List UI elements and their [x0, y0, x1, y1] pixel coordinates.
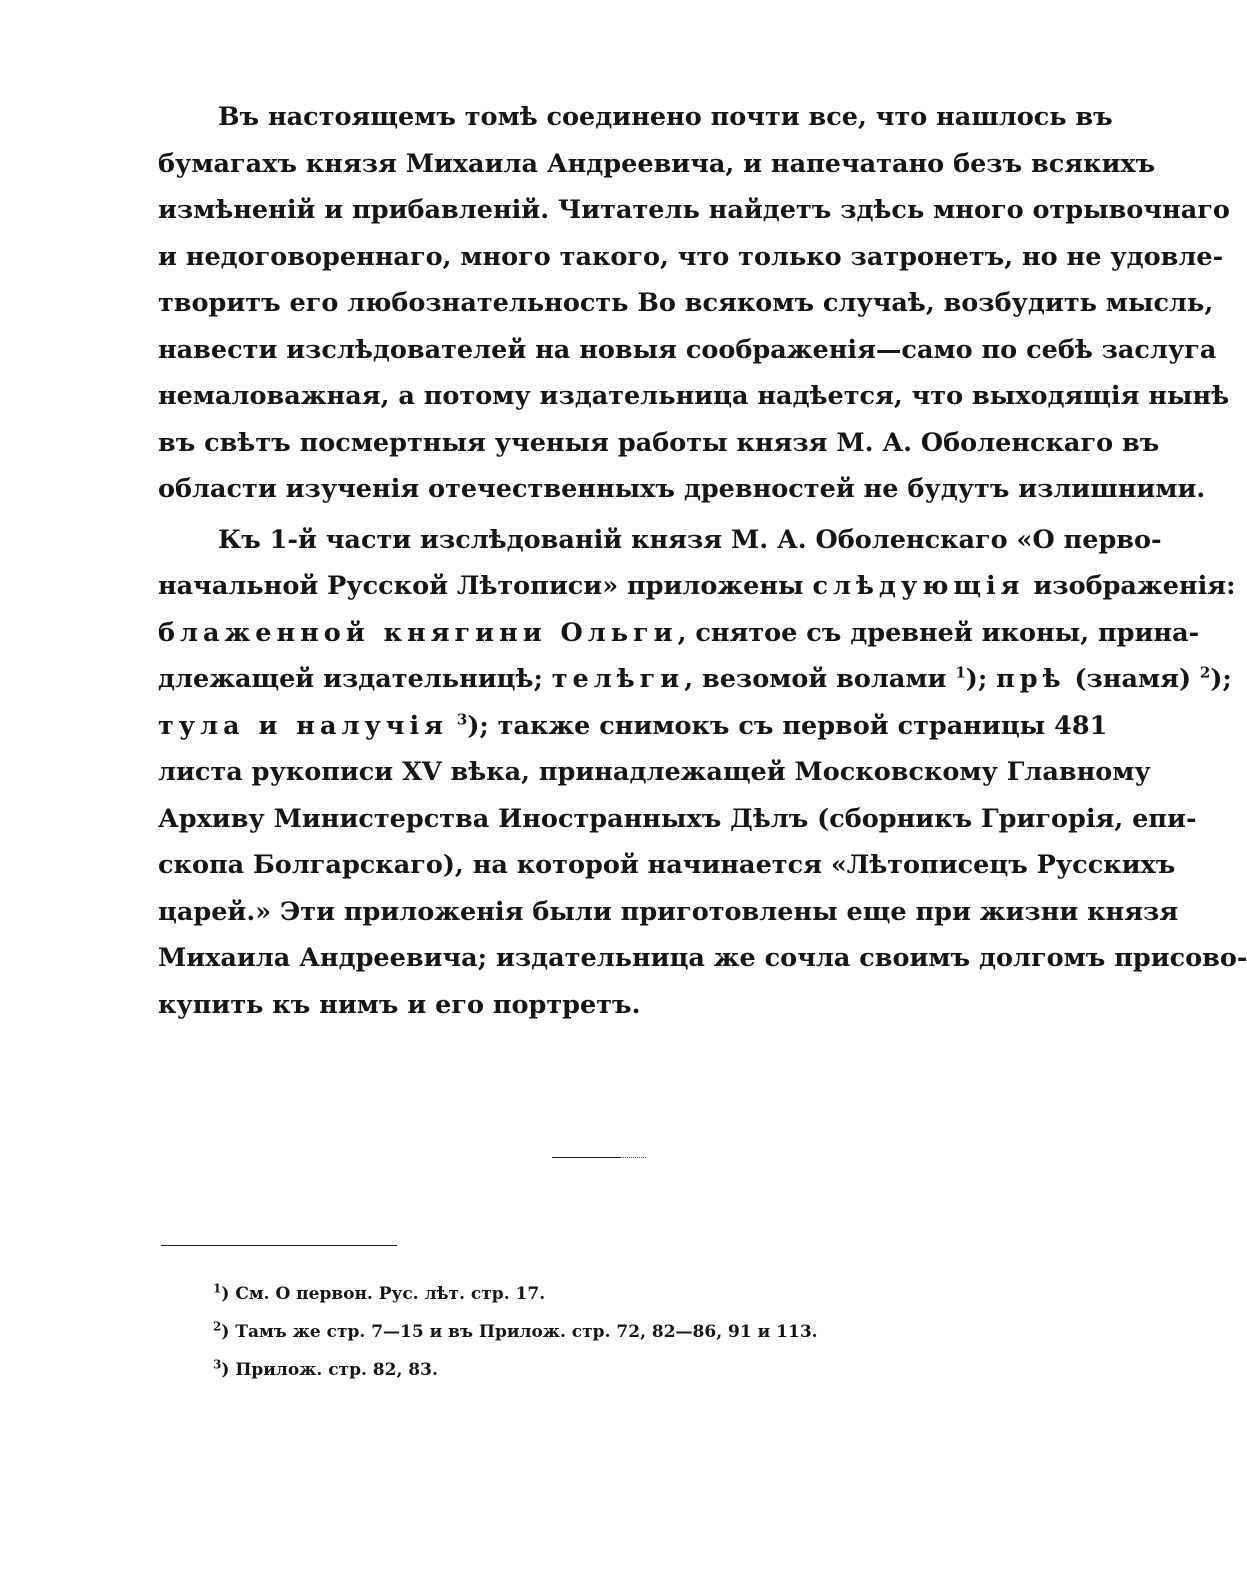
paragraph — [158, 517, 1247, 1029]
footnote — [213, 1275, 973, 1313]
text-line — [158, 842, 1176, 889]
text-segment: ); — [965, 664, 997, 694]
text-segment: навести изслѣдователей на новыя соображенія—само по себѣ заслуга — [158, 334, 1217, 365]
emphasized-text: телѣги — [551, 664, 685, 694]
text-segment: ); — [1210, 664, 1232, 694]
text-segment: Въ настоящемъ томѣ соединено почти все, что нашлось въ — [218, 102, 1113, 132]
text-line — [158, 935, 1247, 982]
text-segment: начальной Русской Лѣтописи» приложены — [158, 571, 813, 601]
body-text — [158, 94, 1247, 1028]
text-segment — [448, 711, 457, 741]
text-line — [158, 656, 1232, 703]
emphasized-text: тула и налучія — [158, 710, 448, 741]
footnote-number: 2 — [213, 1319, 222, 1334]
footnote-marker: 2 — [1199, 663, 1211, 682]
text-segment: Архиву Министерства Иностранныхъ Дѣлъ (сборникъ Григорія, епи- — [158, 803, 1197, 834]
footnote-number: 1 — [213, 1281, 222, 1296]
section-separator-dots — [620, 1157, 646, 1158]
text-line — [158, 187, 1230, 234]
text-line — [158, 796, 1197, 843]
text-segment: области изученія отечественныхъ древностей не будутъ излишними. — [158, 474, 1206, 504]
text-segment: бумагахъ князя Михаила Андреевича, и напечатано безъ всякихъ — [158, 148, 1156, 179]
footnote-text: ) Прилож. стр. 82, 83. — [221, 1360, 438, 1380]
text-line — [158, 889, 1179, 936]
footnote-text: ) Тамъ же стр. 7—15 и въ Прилож. стр. 72, 82—86, 91 и 113. — [221, 1322, 818, 1342]
text-segment: измѣненій и прибавленій. Читатель найдетъ здѣсь много отрывочнаго — [158, 195, 1230, 225]
text-segment: скопа Болгарскаго), на которой начинается «Лѣтописецъ Русскихъ — [158, 850, 1176, 880]
text-line — [158, 703, 1108, 750]
text-segment: Къ 1-й части изслѣдованій князя М. А. Оболенскаго «О перво- — [218, 524, 1162, 555]
footnotes — [213, 1275, 973, 1389]
text-segment: Михаила Андреевича; издательница же сочла своимъ долгомъ присово- — [158, 943, 1247, 973]
text-segment: (знамя) — [1065, 664, 1200, 694]
section-separator-line — [552, 1157, 620, 1158]
text-segment: немаловажная, а потому издательница надѣется, что выходящія нынѣ — [158, 381, 1230, 411]
footnote-rule — [161, 1245, 397, 1246]
text-segment: творитъ его любознательность Во всякомъ случаѣ, возбудить мысль, — [158, 288, 1214, 318]
text-segment: , везомой волами — [684, 664, 956, 694]
text-line — [158, 466, 1206, 513]
text-line — [158, 749, 1151, 796]
text-line — [158, 982, 1020, 1029]
text-line — [158, 94, 1113, 141]
text-line — [158, 234, 1224, 281]
text-line — [158, 563, 1236, 610]
text-line — [158, 373, 1230, 420]
paragraph — [158, 94, 1230, 513]
footnote-marker: 3 — [456, 710, 468, 728]
text-segment: въ свѣтъ посмертныя ученыя работы князя М. А. Оболенскаго въ — [158, 427, 1160, 458]
footnote-text: ) См. О первон. Рус. лѣт. стр. 17. — [221, 1284, 546, 1304]
text-segment: , снятое съ древней иконы, прина- — [677, 617, 1200, 648]
emphasized-text: прѣ — [996, 664, 1066, 694]
text-segment: изображенія: — [1024, 571, 1236, 601]
text-line — [158, 420, 1160, 467]
text-segment: купить къ нимъ и его портретъ. — [158, 989, 641, 1020]
text-segment: листа рукописи XV вѣка, принадлежащей Московскому Главному — [158, 757, 1151, 787]
footnote — [213, 1313, 973, 1351]
footnote-marker: 1 — [955, 663, 966, 682]
text-segment: ); также снимокъ съ первой страницы 481 — [467, 710, 1108, 741]
text-line — [158, 141, 1156, 188]
text-segment: царей.» Эти приложенія были приготовлены еще при жизни князя — [158, 896, 1179, 927]
text-line — [158, 280, 1214, 327]
footnote — [213, 1351, 973, 1389]
text-line — [158, 610, 1200, 657]
text-segment: длежащей издательницѣ; — [158, 664, 552, 694]
emphasized-text: блаженной княгини Ольги — [158, 617, 678, 648]
text-line — [158, 517, 1162, 564]
emphasized-text: слѣдующія — [812, 571, 1025, 601]
footnote-number: 3 — [213, 1357, 222, 1372]
text-segment: и недоговореннаго, много такого, что только затронетъ, но не удовле- — [158, 241, 1224, 272]
text-line — [158, 327, 1217, 374]
